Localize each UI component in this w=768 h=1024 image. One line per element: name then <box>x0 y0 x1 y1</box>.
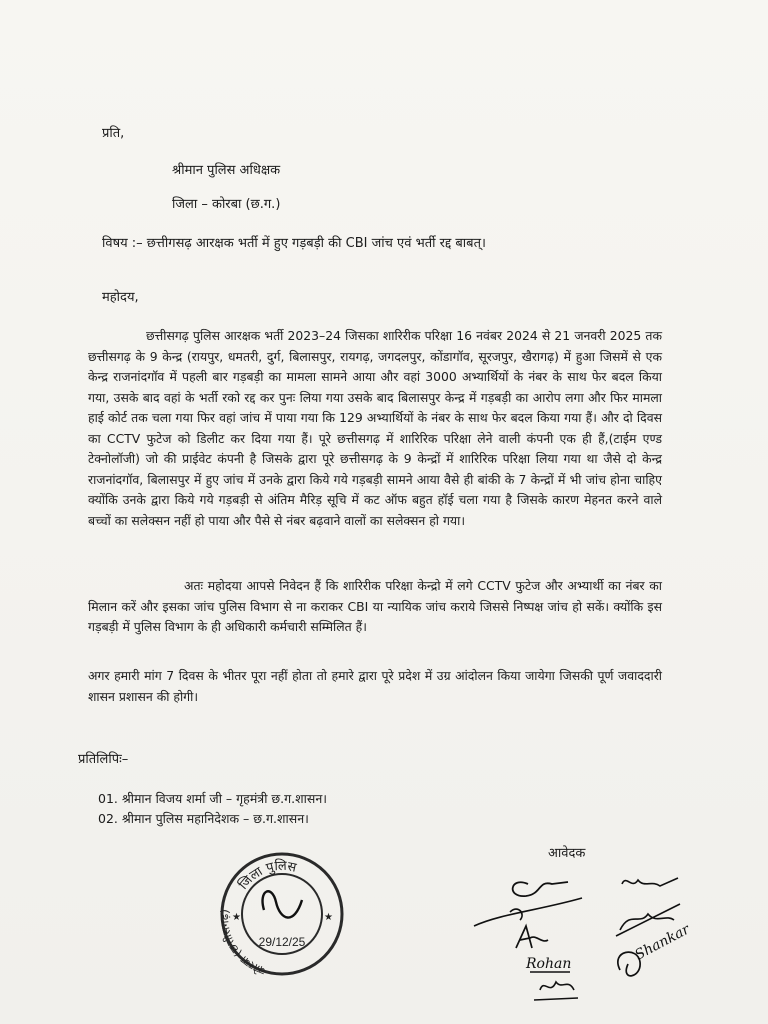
applicant-signatures <box>470 840 730 1020</box>
salutation: महोदय, <box>102 290 139 305</box>
stamp-star-right: ★ <box>324 912 333 923</box>
signature-4 <box>534 982 578 1000</box>
recipient: श्रीमान पुलिस अधिक्षक <box>172 163 281 178</box>
signature-2 <box>474 898 582 926</box>
stamp-signature-scribble <box>263 891 302 917</box>
stamp-star-left: ★ <box>232 912 241 923</box>
stamp-left-text: कोरबा (छत्तीसगढ़) <box>218 908 268 978</box>
official-stamp <box>218 850 346 978</box>
signature-3 <box>516 926 548 948</box>
signature-rohan: Rohan <box>526 956 572 972</box>
signature-5 <box>622 878 678 886</box>
copy-item-1: 01. श्रीमान विजय शर्मा जी – गृहमंत्री छ.ग.शासन। <box>98 791 328 806</box>
applicant-label: आवेदक <box>548 846 586 861</box>
stamp-date: 29/12/25 <box>258 935 306 949</box>
copy-item-2: 02. श्रीमान पुलिस महानिदेशक – छ.ग.शासन। <box>98 811 309 826</box>
signature-shankar: Shankar <box>632 921 693 964</box>
copy-label: प्रतिलिपिः– <box>78 752 129 767</box>
to-label: प्रति, <box>102 126 125 141</box>
paragraph-3: अगर हमारी मांग 7 दिवस के भीतर पूरा नहीं होता तो हमारे द्वारा पूरे प्रदेश में उग्र आंदोलन किया जायेगा जिसकी पूर्ण जवाददारी शासन प्रशासन की होगी। <box>88 668 662 704</box>
signature-1 <box>513 882 568 896</box>
subject-line: विषय :– छत्तीगसढ़ आरक्षक भर्ती में हुए गड़बड़ी की CBI जांच एवं भर्ती रद्द बाबत्। <box>102 236 486 251</box>
district-line: जिला – कोरबा (छ.ग.) <box>172 197 281 212</box>
stamp-top-text: जिला पुलिस <box>236 858 298 893</box>
paragraph-1: छत्तीसगढ़ पुलिस आरक्षक भर्ती 2023–24 जिसका शारिरीक परिक्षा 16 नवंबर 2024 से 21 जनवरी 2025 तक छत्तीसगढ़ के 9 केन्द्र (रायपुर, धमतरी, दुर्ग, बिलासपुर, रायगढ़, जगदलपुर, कोंडागॉव, सूरजपुर, खैरागढ़) में हुआ जिसमें से एक केन्द्र राजनांदगॉव में पहली बार गड़बड़ी का मामला सामने आया और वहां 3000 अभ्यार्थियों के नंबर के साथ फेर बदल किया गया, उसके बाद वहां के भर्ती रको रद्द कर पुनः लिया गया उसके बाद बिलासपुर केन्द्र में गड़बड़ी का आरोप लगा और फिर मामला हाई कोर्ट तक चला गया फिर वहां जांच में पाया गया कि 129 अभ्यार्थियों के नंबर के साथ फेर बदल किया गया हैं। और दो दिवस का CCTV फुटेज को डिलीट कर दिया गया हैं। पूरे छत्तीसगढ़ में शारिरिक परिक्षा लेने वाली कंपनी एक ही हैं,(टाईम एण्ड टेक्नोलॉजी) जो की प्राईवेट कंपनी है जिसके द्वारा पूरे छत्तीसगढ़ के 9 केन्द्रों में शारिरिक परिक्षा लिया गया था जैसे दो केन्द्र राजनांदगॉव, बिलासपुर में हुए जांच में उनके द्वारा किये गये गड़बड़ी सामने आया वैसे ही बांकी के 7 केन्द्रों में भी जांच होना चाहिए क्योंकि उनके द्वारा किये गये गड़बड़ी से अंतिम मैरिड़ सूचि में कट ऑफ बहुत हॉई चला गया है जिसके कारण मेहनत करने वाले बच्चों का सलेक्सन नहीं हो पाया और पैसे से नंबर बढ़वाने वालों का सलेक्सन हो गया। <box>88 328 662 528</box>
paragraph-2: अतः महोदया आपसे निवेदन हैं कि शारिरीक परिक्षा केन्द्रो में लगे CCTV फुटेज और अभ्यार्थी का नंबर का मिलान करें और इसका जांच पुलिस विभाग से ना कराकर CBI या न्यायिक जांच कराये जिससे निष्पक्ष जांच हो सकें। क्योंकि इस गड़बड़ी में पुलिस विभाग के ही अधिकारी कर्मचारी सम्मिलित हैं। <box>88 578 662 634</box>
